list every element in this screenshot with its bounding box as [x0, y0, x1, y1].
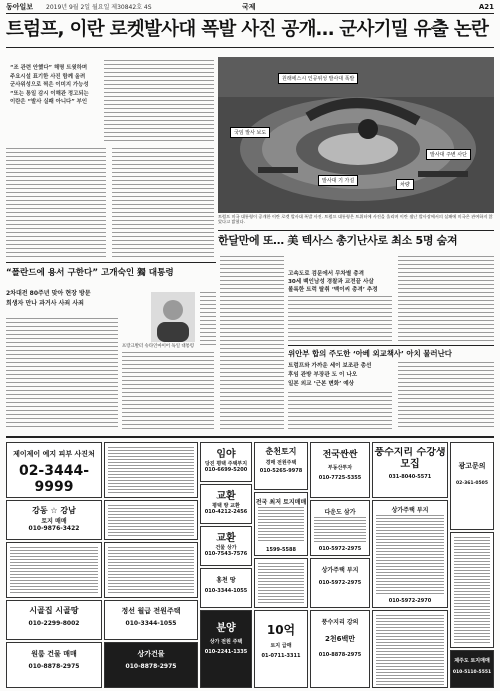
ad-title: 강동 ☆ 강남: [32, 506, 76, 515]
ad-text: [258, 507, 304, 543]
ad-box: [254, 492, 308, 556]
ad-phone: 010-5972-2975: [318, 546, 362, 552]
ad-subtitle: 토지 매매: [41, 518, 67, 525]
article-text-column: [122, 352, 214, 430]
ad-phone: 1599-5588: [266, 547, 296, 553]
page-number: A21: [478, 3, 494, 11]
ad-box: [372, 442, 448, 498]
ad-box: [104, 542, 198, 598]
lead-line: 주요시설 표기한 사진 함께 올려: [10, 73, 86, 80]
main-headline: 트럼프, 이란 로켓발사대 폭발 사진 공개… 군사기밀 유출 논란: [6, 19, 489, 40]
article-text-column: [6, 318, 118, 430]
ad-subtitle: 당진 평택 주택부지: [204, 461, 248, 467]
deck-line: 후임 관방 부장관 도 이 나오: [288, 372, 358, 378]
ad-phone: 02-361-0505: [456, 481, 488, 486]
ad-box: [254, 558, 308, 608]
portrait-photo: [151, 292, 195, 342]
ad-subtitle: 상가 전원 주택: [209, 639, 243, 645]
ad-box: [310, 610, 370, 688]
story2-headline: 한달만에 또… 美 텍사스 총기난사로 최소 5명 숨져: [218, 234, 458, 247]
ad-box: [372, 500, 448, 608]
ad-text: [258, 563, 304, 605]
ad-title: 상가건물: [137, 650, 165, 658]
lead-line: “조 관련 안했다” 해명 트윗하며: [10, 65, 88, 71]
ad-title: 전국 최저 토지매매: [255, 499, 307, 506]
classified-ads: [6, 436, 494, 690]
ad-title: 임야: [216, 449, 236, 460]
article-text-column: [398, 362, 494, 430]
ad-box: [6, 642, 102, 688]
ad-box: [254, 442, 308, 490]
ad-phone: 010-2299-8002: [28, 620, 80, 627]
portrait-caption: 프랑크발터 슈타인마이어 독일 대통령: [122, 344, 195, 349]
ad-box: [104, 642, 198, 688]
ad-box: [450, 532, 494, 648]
ad-box: [310, 442, 370, 498]
ad-box: [450, 650, 494, 688]
ad-phone: 010-5972-2970: [388, 598, 432, 604]
lead-summary: [10, 64, 96, 136]
ad-title: 10억: [266, 623, 296, 637]
photo-caption: 트럼프 미국 대통령이 공개한 이란 로켓 발사대 폭발 사진. 트럼프 대통령은 트위터에 사진을 올리며 이란 셈난 발사장에서의 실패에 미국은 관여하지 않았다고 밝혔다.: [218, 214, 493, 224]
ad-box: [104, 600, 198, 640]
ad-box: [310, 500, 370, 556]
ad-phone: 01-0711-3311: [261, 653, 301, 659]
story4-headline: 위안부 합의 주도한 ‘아베 외교책사’ 아치 물러난다: [288, 349, 452, 358]
story3-deck: [6, 289, 118, 313]
lead-line: 군사위성으로 찍은 이미지 가능성: [10, 82, 89, 88]
photo-label: 발사대 기 가설: [318, 175, 358, 186]
story3-headline: “폴란드에 용서 구한다” 고개숙인 獨 대통령: [6, 268, 174, 278]
ad-phone: 031-8040-5571: [388, 474, 432, 480]
ad-box: [200, 526, 252, 566]
ad-box: [200, 484, 252, 524]
article-text-column: [288, 392, 392, 430]
ad-box: [200, 442, 252, 482]
ad-subtitle: 평택 땅 교환: [212, 503, 240, 509]
ad-title: 정선 월급 전원주택: [121, 607, 181, 615]
ad-title: 다운도 삼가: [324, 509, 356, 516]
ad-subtitle: 부동산투자: [327, 465, 353, 471]
ad-title: 제이제이 예지 피부 사진처: [13, 450, 95, 458]
section-rule: [288, 345, 494, 346]
deck-line: 트럼프와 가까운 세이 보조관 총선: [288, 363, 372, 369]
story4-deck: [288, 362, 394, 388]
ad-phone: 010-5972-2975: [318, 580, 362, 586]
ad-text: [376, 615, 444, 685]
ad-phone: 010-8878-2975: [318, 652, 362, 658]
lead-line: “또는 통일 감시 이해관 정고되는: [10, 90, 89, 97]
article-text-column: [104, 60, 214, 144]
masthead: [6, 2, 494, 14]
ad-title: 풍수지리 수강생 모집: [374, 447, 446, 470]
deck-line: 일본 외교 ‘근본 변화’ 예상: [288, 381, 355, 387]
ad-title: 풍수지리 강의: [321, 619, 359, 626]
ad-phone: 010-7543-7576: [204, 551, 248, 557]
satellite-photo: [218, 57, 494, 213]
article-text-column: [220, 256, 284, 430]
ad-text: [108, 505, 194, 537]
ad-box: [372, 610, 448, 688]
photo-label: 국임 발사 보도: [230, 127, 270, 138]
ad-phone: 02-3444-9999: [18, 463, 90, 495]
ad-subtitle: 토지 급매: [270, 643, 292, 649]
ad-phone: 010-8878-2975: [28, 663, 80, 670]
ad-box: [200, 568, 252, 608]
ad-phone: 010-5265-9978: [259, 468, 303, 474]
article-text-column: [112, 148, 214, 258]
photo-label: 발사대 주변 사단: [426, 149, 471, 160]
newspaper-logo: 동아일보: [6, 3, 34, 11]
ad-title: 교환: [216, 491, 236, 502]
ad-text: [314, 517, 366, 543]
section-name: 국제: [242, 3, 256, 11]
ad-text: [108, 547, 194, 595]
ad-box: [104, 442, 198, 498]
section-rule: [6, 262, 216, 263]
deck-line: 고속도로 검문에서 무차별 총격: [288, 271, 365, 277]
ad-phone: 010-3344-1055: [125, 620, 177, 627]
ad-title: 원룸 건물 매매: [31, 650, 77, 658]
ad-text: [108, 447, 194, 495]
ad-phone: 010-6699-5200: [204, 467, 248, 473]
ad-title: 제주도 토지매매: [454, 658, 490, 664]
ad-box: [6, 600, 102, 640]
ad-title: 홍천 땅: [216, 577, 236, 584]
deck-line: 30세 백인남성 경찰과 교전끝 사살: [288, 279, 374, 285]
ad-box: [6, 442, 102, 498]
lead-line: 이란은 “발사 실패 아니다” 부인: [10, 99, 88, 105]
ad-box: [104, 500, 198, 540]
deck-line: 2차대전 80주년 맞아 현장 방문: [6, 290, 91, 297]
ad-text: [10, 547, 98, 595]
story5-deck: [288, 270, 394, 292]
person-portrait: [151, 292, 195, 342]
ad-title: 상가주택 부지: [391, 507, 429, 514]
deck-line: 볼록한 트럭 탈취 ‘맥이씨 총격’ 추정: [288, 287, 378, 293]
article-text-column: [6, 148, 106, 258]
ad-phone: 010-8878-2975: [125, 663, 177, 670]
ad-box: [6, 500, 102, 540]
ad-title: 춘천토지: [265, 447, 297, 456]
headline-rule: [6, 47, 494, 48]
article-text-column: [200, 292, 216, 346]
ad-box: [200, 610, 252, 688]
ad-text: [454, 537, 490, 645]
ad-title: 시골집 시골땅: [29, 606, 79, 615]
article-text-column: [288, 296, 392, 342]
ad-phone: 010-7725-5355: [318, 475, 362, 481]
ad-title: 광고문의: [458, 462, 486, 470]
article-text-column: [398, 256, 494, 342]
ad-box: [310, 558, 370, 608]
ad-title: 교환: [216, 533, 236, 544]
ad-subtitle: 경매 전원주택: [265, 460, 297, 466]
section-rule: [218, 230, 494, 231]
ad-subtitle: 건물 상가: [215, 545, 237, 551]
issue-date: 2019년 9월 2일 월요일 제30842호 4S: [46, 4, 152, 11]
ad-box: [6, 542, 102, 598]
ad-phone: 010-5110-5551: [452, 670, 492, 675]
ad-phone: 010-3344-1055: [204, 588, 248, 594]
ad-box: [450, 442, 494, 530]
ad-text: [376, 515, 444, 595]
ad-phone: 010-9876-3422: [28, 525, 80, 532]
ad-phone: 010-2241-1335: [204, 649, 248, 655]
ad-box: [254, 610, 308, 688]
ad-title: 전국싼싼: [322, 450, 358, 460]
photo-label: 원래에스시 인공위성 발사대 폭발: [278, 73, 358, 84]
ad-title: 분양: [216, 623, 236, 634]
ad-title: 상가주택 부지: [321, 567, 359, 574]
ad-subtitle: 2천6백만: [324, 635, 356, 643]
deck-line: 희생자 만나 과거사 사죄 사죄: [6, 300, 84, 307]
ad-phone: 010-4212-2456: [204, 509, 248, 515]
photo-label: 차량: [396, 179, 414, 190]
